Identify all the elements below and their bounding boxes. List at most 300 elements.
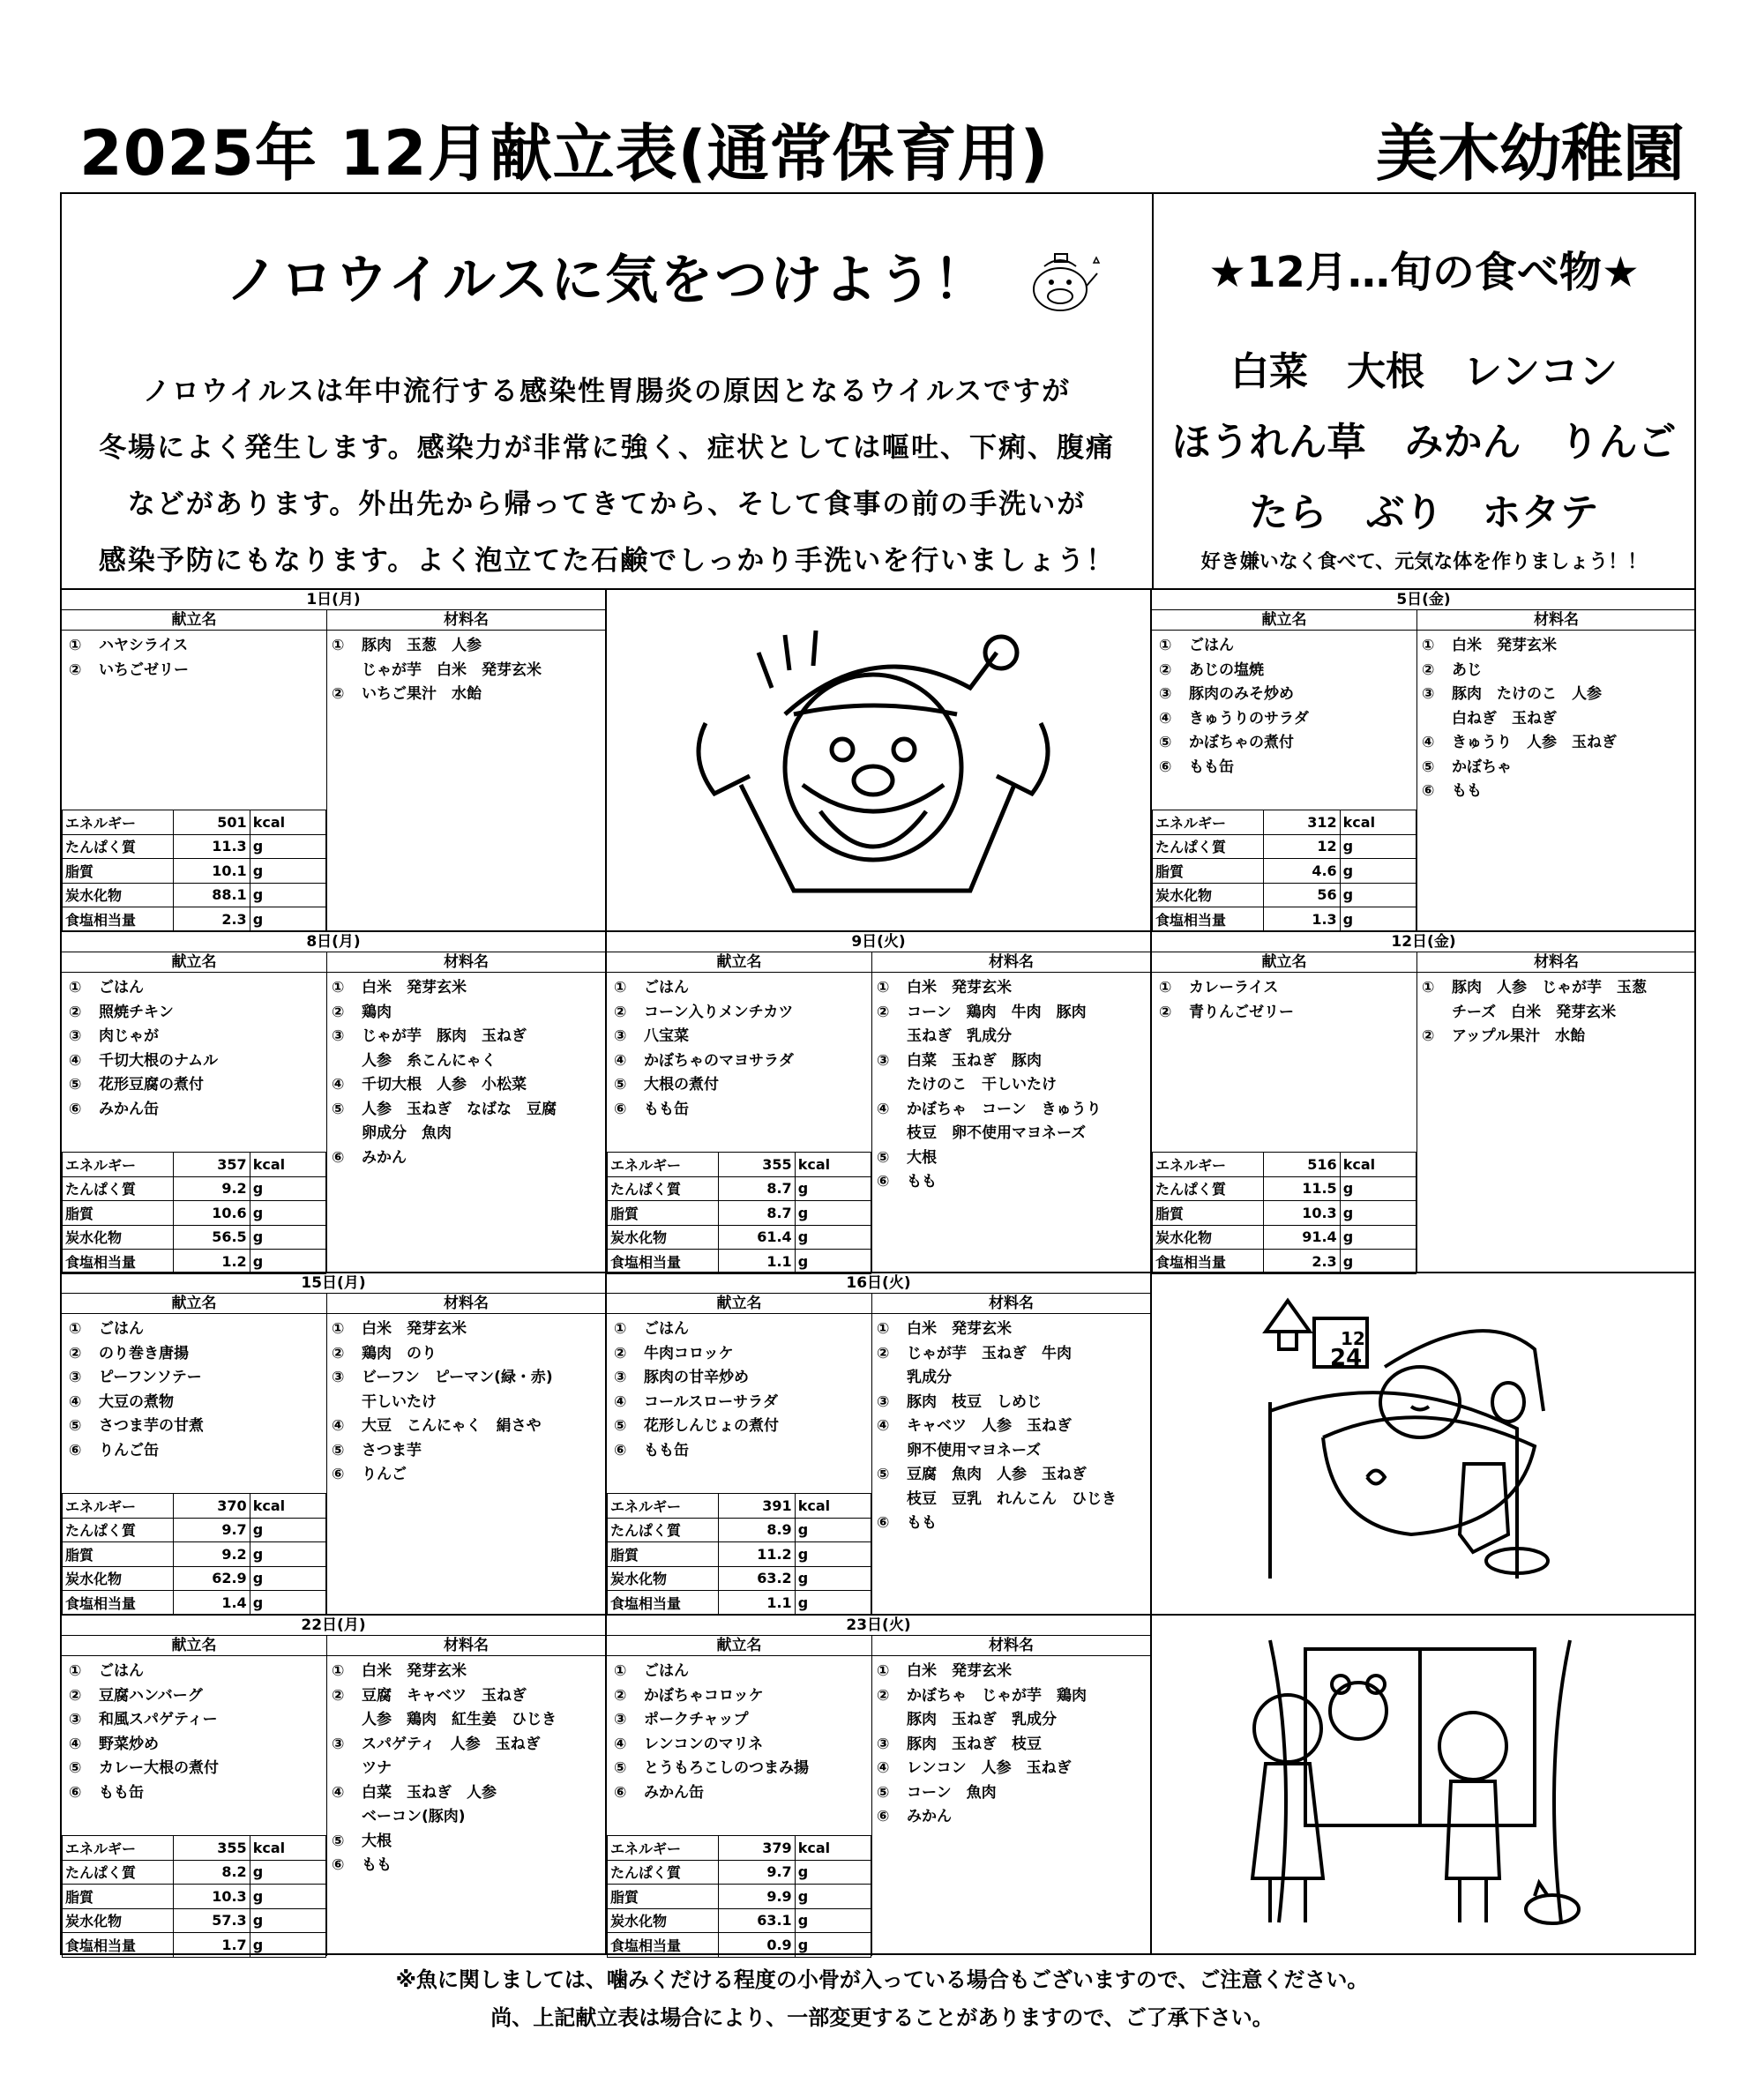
nutrient-value: 2.3 — [174, 907, 250, 932]
menu-item — [69, 1098, 325, 1123]
item-number: ③ — [69, 1027, 82, 1045]
nutrition-table — [607, 1835, 871, 1958]
ingredient-item — [332, 1366, 603, 1391]
menu-item — [614, 1684, 870, 1709]
nutrition-table — [1152, 1152, 1416, 1274]
menu-item-name: 花形しんじょの煮付 — [644, 1417, 779, 1435]
menu-item-name: 千切大根のナムル — [99, 1051, 219, 1070]
ingredient-item — [332, 1342, 603, 1367]
menu-item — [69, 1708, 325, 1733]
nutrient-unit: kcal — [795, 1836, 871, 1861]
menu-list — [1159, 976, 1415, 1025]
ingredient-text: 白米 発芽玄米 — [1452, 637, 1557, 654]
menu-header: 献立名 — [62, 610, 326, 631]
item-number: ③ — [877, 1392, 890, 1411]
ingredients-list — [877, 1660, 1148, 1830]
item-number: ④ — [332, 1417, 345, 1435]
item-number: ② — [614, 1686, 627, 1705]
nutrition-row — [1153, 1176, 1416, 1201]
ingredient-text: スパゲティ 人参 玉ねぎ — [362, 1735, 541, 1753]
nutrition-row — [1153, 907, 1416, 932]
ingredients-header: 材料名 — [327, 952, 605, 973]
ingredient-text: 豚肉 たけのこ 人参 — [1452, 685, 1602, 703]
nutrient-label: エネルギー — [63, 1836, 174, 1861]
ingredient-item — [332, 1463, 603, 1488]
nutrition-row — [608, 1250, 871, 1274]
ingredients-header: 材料名 — [872, 1636, 1150, 1656]
item-number: ③ — [1422, 685, 1435, 703]
ingredient-item — [877, 1757, 1148, 1781]
ingredient-text: 枝豆 豆乳 れんこん ひじき — [907, 1489, 1117, 1508]
nutrient-label: たんぱく質 — [608, 1860, 719, 1885]
nutrient-unit: g — [250, 1225, 325, 1250]
nutrient-value: 1.1 — [719, 1591, 795, 1616]
ingredients-list — [332, 976, 603, 1170]
nutrient-label: 脂質 — [63, 859, 174, 884]
ingredient-item — [332, 1317, 603, 1342]
day-date: 1日(月) — [62, 590, 605, 610]
menu-item — [614, 1001, 870, 1026]
menu-list — [614, 976, 870, 1122]
sleeping-child-illustration — [1252, 1296, 1605, 1587]
item-number: ① — [877, 979, 890, 996]
nutrition-row — [63, 1908, 326, 1933]
nutrition-row — [1153, 883, 1416, 907]
nutrition-row — [63, 1201, 326, 1226]
ingredient-text: 人参 鶏肉 紅生姜 ひじき — [362, 1711, 557, 1728]
item-number: ② — [69, 1344, 82, 1362]
menu-item — [69, 1684, 325, 1709]
item-number: ④ — [877, 1417, 890, 1435]
menu-item-name: かぼちゃの煮付 — [1189, 734, 1294, 751]
item-number: ⑤ — [332, 1100, 345, 1118]
ingredient-text: 白米 発芽玄米 — [907, 979, 1012, 996]
item-number: ② — [69, 661, 82, 679]
seasonal-note: 好き嫌いなく食べて、元気な体を作りましょう！！ — [1200, 551, 1648, 573]
nutrient-label: 脂質 — [63, 1542, 174, 1567]
nutrient-value: 1.2 — [174, 1250, 250, 1274]
menu-header: 献立名 — [607, 1636, 871, 1656]
ingredient-item — [332, 1391, 603, 1415]
nutrient-value: 1.4 — [174, 1591, 250, 1616]
nutrition-row — [63, 1566, 326, 1591]
nutrient-label: 炭水化物 — [63, 1566, 174, 1591]
nutrient-unit: g — [250, 1566, 325, 1591]
nutrient-unit: g — [1340, 834, 1416, 859]
item-number: ⑤ — [69, 1076, 82, 1094]
item-number: ⑥ — [1422, 782, 1435, 800]
menu-item — [69, 1073, 325, 1098]
menu-item-name: コーン入りメンチカツ — [644, 1003, 794, 1021]
ingredients-header: 材料名 — [872, 1294, 1150, 1314]
nutrient-value: 88.1 — [174, 883, 250, 907]
menu-list — [614, 1317, 870, 1463]
menu-item-name: カレーライス — [1189, 979, 1279, 996]
nutrition-row — [608, 1153, 871, 1177]
day-date: 8日(月) — [62, 932, 605, 952]
ingredient-item — [332, 683, 603, 707]
ingredient-item — [877, 1414, 1148, 1439]
menu-item-name: コールスローサラダ — [644, 1392, 778, 1411]
item-number: ⑤ — [1159, 734, 1172, 751]
menu-item-name: ピーフンソテー — [99, 1369, 202, 1386]
nutrient-label: エネルギー — [1153, 1153, 1264, 1177]
day-cell — [607, 932, 1150, 1273]
nutrient-label: 食塩相当量 — [63, 1591, 174, 1616]
nutrition-table — [62, 1835, 326, 1958]
menu-item-name: もも缶 — [644, 1441, 689, 1459]
item-number: ④ — [69, 1735, 82, 1753]
menu-item — [1159, 659, 1415, 683]
ingredient-text: 豚肉 玉ねぎ 乳成分 — [907, 1711, 1057, 1728]
ingredient-text: 豚肉 玉葱 人参 — [362, 637, 482, 654]
menu-item — [69, 659, 325, 683]
menu-item — [1159, 976, 1415, 1001]
nurse-hippo-icon — [1023, 247, 1102, 317]
item-number: ④ — [1422, 734, 1435, 751]
nutrient-value: 501 — [174, 810, 250, 835]
item-number: ① — [332, 1320, 345, 1338]
item-number: ③ — [69, 1711, 82, 1728]
menu-item — [1159, 683, 1415, 707]
item-number: ② — [1422, 661, 1435, 679]
menu-item — [69, 1366, 325, 1391]
nutrient-label: 脂質 — [608, 1201, 719, 1226]
menu-item-name: みかん缶 — [99, 1100, 159, 1118]
nutrient-label: たんぱく質 — [1153, 1176, 1264, 1201]
ingredient-text: かぼちゃ — [1452, 758, 1512, 776]
nutrient-value: 62.9 — [174, 1566, 250, 1591]
menu-item — [1159, 1001, 1415, 1026]
ingredient-text: じゃが芋 豚肉 玉ねぎ — [362, 1027, 527, 1045]
menu-item-name: かぼちゃコロッケ — [644, 1686, 764, 1705]
ingredients-header: 材料名 — [327, 610, 605, 631]
menu-item — [69, 1757, 325, 1781]
ingredient-item — [332, 1830, 603, 1855]
divider — [326, 1294, 327, 1614]
nutrient-value: 56.5 — [174, 1225, 250, 1250]
ingredient-text: たけのこ 干しいたけ — [907, 1076, 1057, 1094]
nutrient-label: エネルギー — [63, 810, 174, 835]
nutrient-unit: kcal — [250, 1153, 325, 1177]
nutrition-row — [63, 1153, 326, 1177]
ingredient-text: いちご果汁 水飴 — [362, 685, 482, 703]
nutrient-unit: g — [250, 1250, 325, 1274]
nutrient-label: 炭水化物 — [1153, 1225, 1264, 1250]
nutrition-row — [63, 1885, 326, 1909]
nutrition-table — [1152, 810, 1416, 932]
menu-header: 献立名 — [607, 1294, 871, 1314]
ingredients-list — [877, 976, 1148, 1195]
item-number: ② — [1159, 661, 1172, 679]
item-number: ① — [69, 1662, 82, 1680]
ingredient-item — [877, 976, 1148, 1001]
ingredient-text: みかん — [362, 1148, 407, 1167]
nutrient-label: 炭水化物 — [608, 1908, 719, 1933]
page-header — [79, 104, 1685, 192]
ingredients-list — [332, 1660, 603, 1878]
menu-item — [69, 1317, 325, 1342]
day-date: 15日(月) — [62, 1273, 605, 1294]
nutrition-row — [1153, 834, 1416, 859]
nutrient-label: 炭水化物 — [1153, 883, 1264, 907]
ingredient-item — [332, 1757, 603, 1781]
menu-item — [614, 1049, 870, 1074]
ingredient-item — [877, 1317, 1148, 1342]
ingredient-item — [877, 1366, 1148, 1391]
item-number: ③ — [332, 1735, 345, 1753]
item-number: ⑤ — [332, 1441, 345, 1459]
ingredient-item — [332, 1001, 603, 1026]
ingredient-text: 白米 発芽玄米 — [907, 1320, 1012, 1338]
ingredient-text: 千切大根 人参 小松菜 — [362, 1076, 527, 1094]
item-number: ① — [332, 1662, 345, 1680]
nutrient-unit: g — [250, 1518, 325, 1542]
ingredient-text: 豆腐 魚肉 人参 玉ねぎ — [907, 1466, 1087, 1483]
item-number: ① — [332, 979, 345, 996]
ingredient-text: 卵不使用マヨネーズ — [907, 1441, 1042, 1459]
nutrient-value: 10.6 — [174, 1201, 250, 1226]
norovirus-title: ノロウイルスに気をつけよう！ — [225, 250, 989, 311]
nutrition-row — [608, 1542, 871, 1567]
seasonal-foods-section — [1154, 194, 1694, 588]
nutrient-unit: g — [250, 907, 325, 932]
nutrient-value: 63.2 — [719, 1566, 795, 1591]
item-number: ⑤ — [614, 1759, 627, 1777]
menu-item-name: 花形豆腐の煮付 — [99, 1076, 204, 1094]
item-number: ③ — [877, 1735, 890, 1753]
menu-item — [614, 1073, 870, 1098]
item-number: ⑥ — [614, 1783, 627, 1802]
ingredient-item — [1422, 634, 1693, 659]
nutrient-value: 61.4 — [719, 1225, 795, 1250]
nutrient-value: 9.7 — [174, 1518, 250, 1542]
menu-item-name: もも缶 — [644, 1100, 689, 1118]
item-number: ⑤ — [614, 1076, 627, 1094]
menu-item — [614, 1391, 870, 1415]
nutrient-value: 1.1 — [719, 1250, 795, 1274]
menu-list — [69, 976, 325, 1122]
ingredient-text: 豆腐 キャベツ 玉ねぎ — [362, 1686, 527, 1705]
item-number: ③ — [332, 1027, 345, 1045]
seasonal-foods-line: 白菜 大根 レンコン — [1230, 349, 1618, 394]
menu-item-name: のり巻き唐揚 — [99, 1344, 189, 1362]
item-number: ③ — [614, 1027, 627, 1045]
nutrition-row — [608, 1225, 871, 1250]
ingredients-header: 材料名 — [327, 1636, 605, 1656]
nutrition-row — [608, 1860, 871, 1885]
ingredient-item — [332, 634, 603, 659]
nutrition-row — [608, 1201, 871, 1226]
nutrition-row — [608, 1885, 871, 1909]
nutrition-table — [62, 810, 326, 932]
ingredient-text: 干しいたけ — [362, 1392, 437, 1411]
item-number: ② — [614, 1344, 627, 1362]
menu-item-name: 青りんごゼリー — [1189, 1003, 1294, 1021]
nutrient-label: 脂質 — [1153, 1201, 1264, 1226]
item-number: ⑤ — [877, 1783, 890, 1802]
ingredient-text: 枝豆 卵不使用マヨネーズ — [907, 1124, 1087, 1142]
footer-note: 尚、上記献立表は場合により、一部変更することがありますので、ご了承下さい。 — [490, 2005, 1274, 2030]
nutrient-value: 355 — [174, 1836, 250, 1861]
page-title: 2025年 12月献立表(通常保育用) — [79, 117, 1050, 190]
nutrient-label: 食塩相当量 — [1153, 907, 1264, 932]
ingredient-text: ベーコン(豚肉) — [362, 1808, 466, 1825]
nutrient-unit: g — [795, 1933, 871, 1958]
nutrient-value: 8.7 — [719, 1201, 795, 1226]
item-number: ① — [1422, 637, 1435, 654]
nutrition-row — [63, 1542, 326, 1567]
ingredient-text: もも — [907, 1514, 937, 1532]
nutrient-unit: g — [795, 1885, 871, 1909]
nutrient-value: 2.3 — [1264, 1250, 1340, 1274]
ingredient-text: 鶏肉 — [362, 1003, 392, 1021]
nutrient-label: 食塩相当量 — [1153, 1250, 1264, 1274]
menu-item — [69, 1781, 325, 1806]
ingredient-item — [877, 1342, 1148, 1367]
menu-item — [614, 1781, 870, 1806]
nutrient-unit: g — [1340, 1201, 1416, 1226]
ingredient-item — [877, 1049, 1148, 1074]
nutrient-value: 391 — [719, 1494, 795, 1519]
item-number: ① — [69, 979, 82, 996]
nutrition-row — [63, 1933, 326, 1958]
nutrition-row — [63, 1591, 326, 1616]
nutrient-label: 脂質 — [63, 1885, 174, 1909]
nutrition-row — [608, 1518, 871, 1542]
nutrient-label: 食塩相当量 — [608, 1933, 719, 1958]
menu-item-name: 大豆の煮物 — [99, 1392, 174, 1411]
item-number: ② — [1422, 1027, 1435, 1045]
item-number: ③ — [614, 1711, 627, 1728]
nutrient-value: 312 — [1264, 810, 1340, 835]
ingredient-text: かぼちゃ コーン きゅうり — [907, 1100, 1102, 1118]
day-cell — [607, 1616, 1150, 1956]
item-number: ② — [877, 1686, 890, 1705]
item-number: ① — [1159, 637, 1172, 654]
nutrition-row — [63, 810, 326, 835]
menu-item-name: もも缶 — [1189, 758, 1234, 776]
nutrient-unit: kcal — [250, 810, 325, 835]
item-number: ③ — [1159, 685, 1172, 703]
nutrient-unit: g — [1340, 859, 1416, 884]
item-number: ⑥ — [614, 1441, 627, 1459]
item-number: ⑥ — [332, 1856, 345, 1874]
seasonal-title: ★12月…旬の食べ物★ — [1208, 248, 1640, 297]
ingredient-text: チーズ 白米 発芽玄米 — [1452, 1003, 1617, 1021]
nutrition-row — [608, 1176, 871, 1201]
item-number: ⑥ — [69, 1783, 82, 1802]
divider — [326, 610, 327, 930]
item-number: ② — [69, 1003, 82, 1021]
nutrient-unit: g — [250, 1933, 325, 1958]
nutrition-row — [608, 1566, 871, 1591]
menu-item — [69, 634, 325, 659]
ingredients-list — [332, 634, 603, 707]
nutrient-unit: g — [795, 1176, 871, 1201]
nutrient-value: 10.3 — [1264, 1201, 1340, 1226]
day-cell — [62, 590, 605, 930]
menu-item-name: かぼちゃのマヨサラダ — [644, 1051, 794, 1070]
nutrient-label: エネルギー — [608, 1836, 719, 1861]
menu-header: 献立名 — [1152, 610, 1416, 631]
divider — [1416, 610, 1417, 930]
nutrient-label: 炭水化物 — [63, 1908, 174, 1933]
nutrient-value: 379 — [719, 1836, 795, 1861]
item-number: ⑤ — [332, 1832, 345, 1850]
item-number: ④ — [69, 1392, 82, 1411]
nutrition-row — [608, 1836, 871, 1861]
ingredient-item — [332, 1805, 603, 1830]
menu-header: 献立名 — [1152, 952, 1416, 973]
nutrient-value: 11.3 — [174, 834, 250, 859]
ingredient-item — [877, 1122, 1148, 1146]
nutrition-row — [63, 1518, 326, 1542]
ingredient-text: 大豆 こんにゃく 絹さや — [362, 1417, 542, 1435]
menu-item — [69, 1391, 325, 1415]
item-number: ⑥ — [877, 1514, 890, 1532]
ingredients-list — [1422, 634, 1693, 804]
item-number: ⑤ — [877, 1466, 890, 1483]
item-number: ④ — [877, 1759, 890, 1777]
item-number: ④ — [1159, 709, 1172, 728]
ingredient-item — [1422, 683, 1693, 707]
nutrient-value: 9.9 — [719, 1885, 795, 1909]
menu-item — [614, 1366, 870, 1391]
day-date: 16日(火) — [607, 1273, 1150, 1294]
item-number: ③ — [877, 1051, 890, 1070]
item-number: ④ — [614, 1392, 627, 1411]
nutrient-label: 炭水化物 — [63, 1225, 174, 1250]
nutrition-row — [63, 1176, 326, 1201]
ingredient-item — [332, 1439, 603, 1464]
nutrient-label: たんぱく質 — [1153, 834, 1264, 859]
nutrient-value: 1.3 — [1264, 907, 1340, 932]
nutrient-value: 63.1 — [719, 1908, 795, 1933]
item-number: ③ — [69, 1369, 82, 1386]
nutrient-value: 57.3 — [174, 1908, 250, 1933]
ingredient-text: みかん — [907, 1808, 952, 1825]
nutrient-unit: kcal — [250, 1836, 325, 1861]
menu-item-name: 豚肉の甘辛炒め — [644, 1369, 749, 1386]
menu-item-name: 大根の煮付 — [644, 1076, 719, 1094]
nutrition-row — [608, 1591, 871, 1616]
ingredient-text: 乳成分 — [907, 1369, 952, 1386]
ingredient-text: 白菜 玉ねぎ 人参 — [362, 1783, 497, 1802]
nutrient-label: エネルギー — [63, 1494, 174, 1519]
item-number: ⑥ — [877, 1173, 890, 1191]
nutrient-value: 9.7 — [719, 1860, 795, 1885]
menu-item — [614, 1098, 870, 1123]
ingredient-text: 白米 発芽玄米 — [362, 979, 467, 996]
nutrient-label: たんぱく質 — [63, 1860, 174, 1885]
ingredient-text: コーン 魚肉 — [907, 1783, 997, 1802]
nutrient-unit: g — [795, 1250, 871, 1274]
ingredient-text: 豚肉 玉ねぎ 枝豆 — [907, 1735, 1042, 1753]
menu-item — [1159, 731, 1415, 756]
ingredient-item — [1422, 780, 1693, 804]
nutrient-unit: g — [1340, 883, 1416, 907]
ingredient-item — [877, 1805, 1148, 1830]
nutrient-label: 食塩相当量 — [608, 1250, 719, 1274]
nutrient-label: 炭水化物 — [608, 1225, 719, 1250]
nutrient-unit: kcal — [1340, 810, 1416, 835]
ingredients-list — [1422, 976, 1693, 1049]
nutrient-value: 10.3 — [174, 1885, 250, 1909]
nutrient-unit: g — [795, 1566, 871, 1591]
item-number: ④ — [332, 1783, 345, 1802]
nutrition-row — [1153, 810, 1416, 835]
